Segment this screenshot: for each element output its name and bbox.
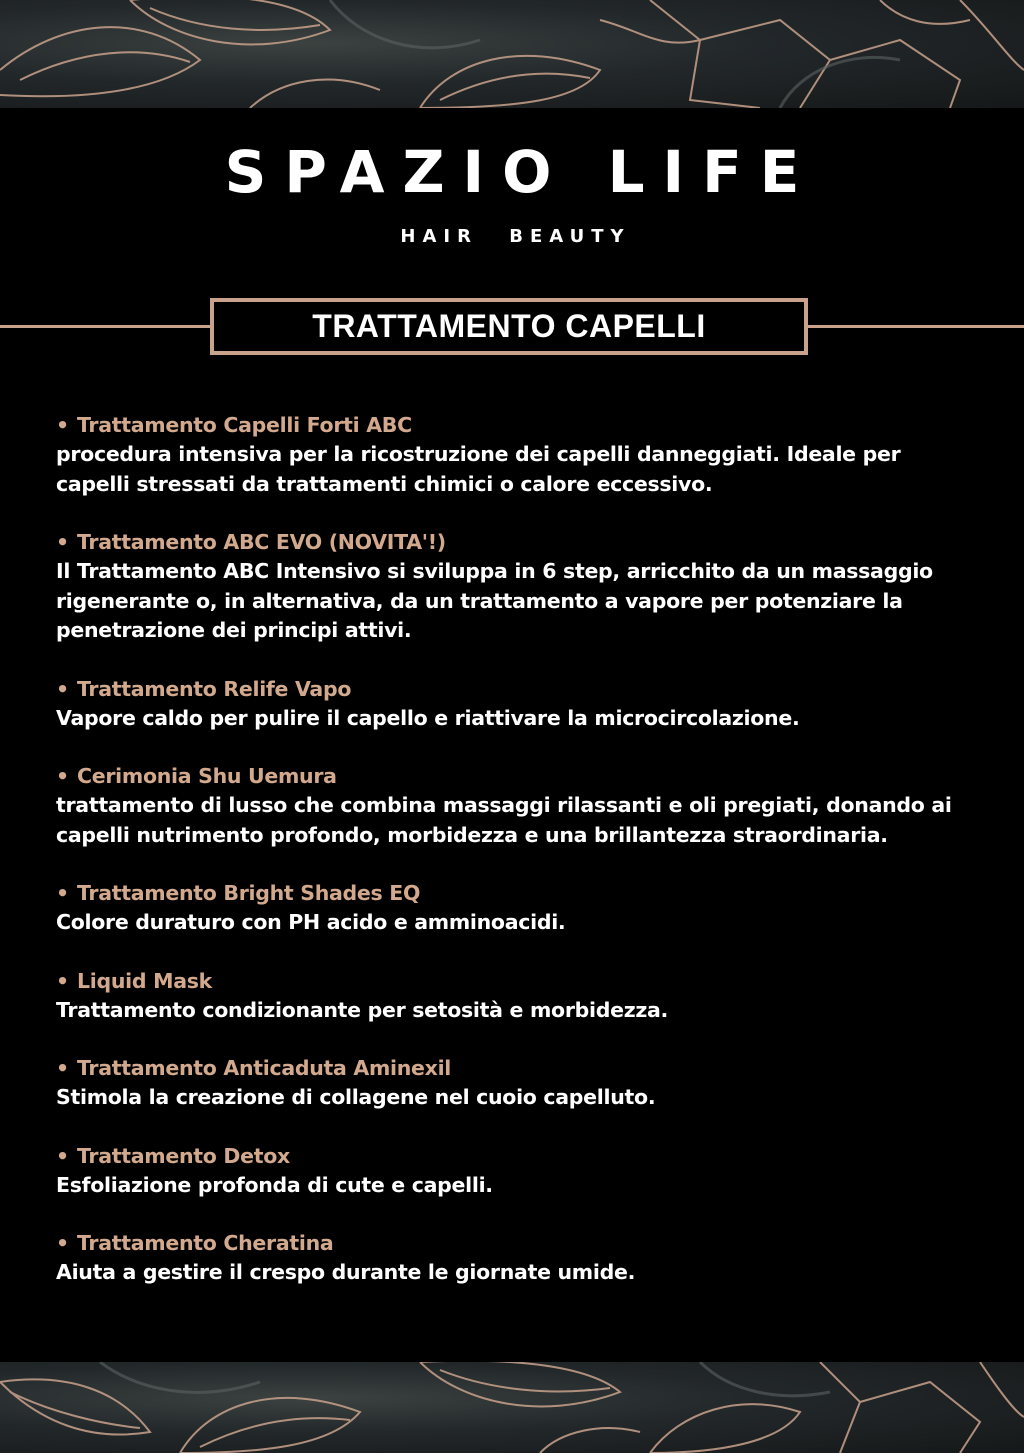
treatment-name: • Trattamento Detox — [56, 1142, 976, 1171]
bullet: • — [56, 530, 69, 554]
treatment-name: • Trattamento Bright Shades EQ — [56, 879, 976, 908]
title-rule-right — [808, 325, 1024, 328]
bullet: • — [56, 1231, 69, 1255]
brand-logo-title: SPAZIO LIFE — [224, 138, 818, 206]
treatment-description: Il Trattamento ABC Intensivo si sviluppa in 6 step, arricchito da un massaggio rigenerante o, in alternativa, da un trattamento a vapore per potenziare la penetrazione dei principi attivi. — [56, 559, 933, 642]
treatment-description: Trattamento condizionante per setosità e morbidezza. — [56, 997, 668, 1022]
treatment-name: • Trattamento Anticaduta Aminexil — [56, 1054, 976, 1083]
treatment-name: • Trattamento Capelli Forti ABC — [56, 411, 976, 440]
treatment-description: Stimola la creazione di collagene nel cuoio capelluto. — [56, 1085, 656, 1109]
section-title: TRATTAMENTO CAPELLI — [210, 298, 808, 355]
list-item — [56, 879, 976, 938]
list-item — [56, 1142, 976, 1201]
decorative-bottom-band — [0, 1362, 1024, 1453]
list-item — [56, 762, 976, 850]
treatment-name: • Trattamento ABC EVO (NOVITA'!) — [56, 528, 976, 557]
treatment-name: • Trattamento Cheratina — [56, 1229, 976, 1258]
bullet: • — [56, 1143, 69, 1168]
list-item — [56, 1229, 976, 1288]
list-item — [56, 528, 976, 646]
brand-subtitle: HAIR BEAUTY — [400, 226, 631, 247]
treatment-name: • Trattamento Relife Vapo — [56, 675, 976, 704]
bullet: • — [56, 764, 69, 788]
treatment-description: Vapore caldo per pulire il capello e riattivare la microcircolazione. — [56, 705, 800, 730]
leaf-pattern-bottom — [0, 1362, 1024, 1453]
leaf-pattern-top — [0, 0, 1024, 108]
bullet: • — [56, 1056, 69, 1080]
list-item — [56, 411, 976, 499]
bullet: • — [56, 881, 69, 905]
treatment-description: trattamento di lusso che combina massaggi rilassanti e oli pregiati, donando ai capelli nutrimento profondo, morbidezza e una brillantezza straordinaria. — [56, 793, 952, 847]
bullet: • — [56, 968, 69, 993]
list-item — [56, 675, 976, 734]
treatment-list — [56, 411, 976, 1317]
list-item — [56, 967, 976, 1026]
treatment-description: Aiuta a gestire il crespo durante le giornate umide. — [56, 1260, 636, 1284]
title-rule-left — [0, 325, 210, 328]
bullet: • — [56, 676, 69, 701]
treatment-description: Esfoliazione profonda di cute e capelli. — [56, 1172, 493, 1197]
treatment-name: • Liquid Mask — [56, 967, 976, 996]
list-item — [56, 1054, 976, 1113]
treatment-description: Colore duraturo con PH acido e amminoacidi. — [56, 910, 566, 934]
treatment-description: procedura intensiva per la ricostruzione dei capelli danneggiati. Ideale per capelli stressati da trattamenti chimici o calore eccessivo. — [56, 442, 901, 496]
treatment-name: • Cerimonia Shu Uemura — [56, 762, 976, 791]
decorative-top-band — [0, 0, 1024, 108]
bullet: • — [56, 413, 69, 437]
